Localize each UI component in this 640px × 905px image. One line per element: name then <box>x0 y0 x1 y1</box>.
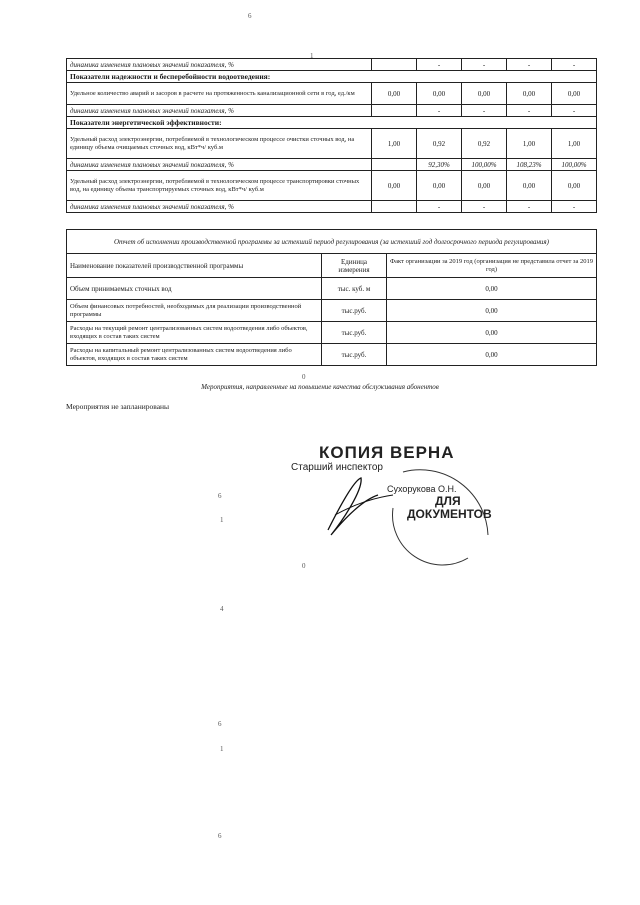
scan-mark: 4 <box>220 605 224 613</box>
table-row: динамика изменения плановых значений показателя, % 92,30% 100,00% 108,23% 100,00% <box>67 159 597 171</box>
table-row: Объем принимаемых сточных вод тыс. куб. м 0,00 <box>67 278 597 300</box>
section-header-row: Показатели энергетической эффективности: <box>67 117 597 129</box>
stamp-title: КОПИЯ ВЕРНА <box>319 443 455 462</box>
table-row: Расходы на капитальный ремонт централизованных систем водоотведения либо объектов, входящих в состав таких систем тыс.руб. 0,00 <box>67 344 597 366</box>
table-row: динамика изменения плановых значений показателя, % - - - - <box>67 59 597 71</box>
page-mark: 6 <box>248 12 252 20</box>
section-header-row: Показатели надежности и бесперебойности водоотведения: <box>67 71 597 83</box>
scan-mark: 1 <box>220 516 224 524</box>
table-row: Удельный расход электроэнергии, потребляемой в технологическом процессе транспортировки сточных вод, на единицу объема транспортируемых сточных вод, кВт*ч/ куб.м 0,00 0,00 0,00 0,00 0,00 <box>67 171 597 201</box>
stamp-documents-label: ДОКУМЕНТОВ <box>407 507 492 521</box>
stamp-name: Сухорукова О.Н. <box>387 484 457 494</box>
page-mark: 1 <box>310 52 314 60</box>
table-row: Удельный расход электроэнергии, потребляемой в технологическом процессе очистки сточных вод, на единицу объема очищаемых сточных вод, кВт*ч/ куб.м 1,00 0,92 0,92 1,00 1,00 <box>67 129 597 159</box>
certification-stamp <box>283 440 503 570</box>
report-header-row: Наименование показателей производственной программы Единица измерения Факт организации за 2019 год (организация не представила отчет за 2019 год) <box>67 254 597 278</box>
page-mark: 0 <box>302 373 306 381</box>
table-row: динамика изменения плановых значений показателя, % - - - - <box>67 201 597 213</box>
report-table <box>66 229 597 366</box>
scan-mark: 0 <box>302 562 306 570</box>
scan-mark: 6 <box>218 720 222 728</box>
table-row: динамика изменения плановых значений показателя, % - - - - <box>67 105 597 117</box>
stamp-for-label: ДЛЯ <box>435 494 461 508</box>
scan-mark: 1 <box>220 745 224 753</box>
table-row: Объем финансовых потребностей, необходимых для реализации производственной программы тыс.руб. 0,00 <box>67 300 597 322</box>
scan-mark: 6 <box>218 832 222 840</box>
report-title-row: Отчет об исполнении производственной программы за истекший период регулирования (за истекший год долгосрочного периода регулирования) <box>67 230 597 254</box>
stamp-position: Старший инспектор <box>291 462 383 473</box>
table-row: Удельное количество аварий и засоров в расчете на протяженность канализационной сети в год, ед./км 0,00 0,00 0,00 0,00 0,00 <box>67 83 597 105</box>
table-row: Расходы на текущий ремонт централизованных систем водоотведения либо объектов, входящих в состав таких систем тыс.руб. 0,00 <box>67 322 597 344</box>
scan-mark: 6 <box>218 492 222 500</box>
measures-text: Мероприятия не запланированы <box>66 402 170 411</box>
indicators-table <box>66 58 597 213</box>
measures-title: Мероприятия, направленные на повышение качества обслуживания абонентов <box>201 383 439 391</box>
